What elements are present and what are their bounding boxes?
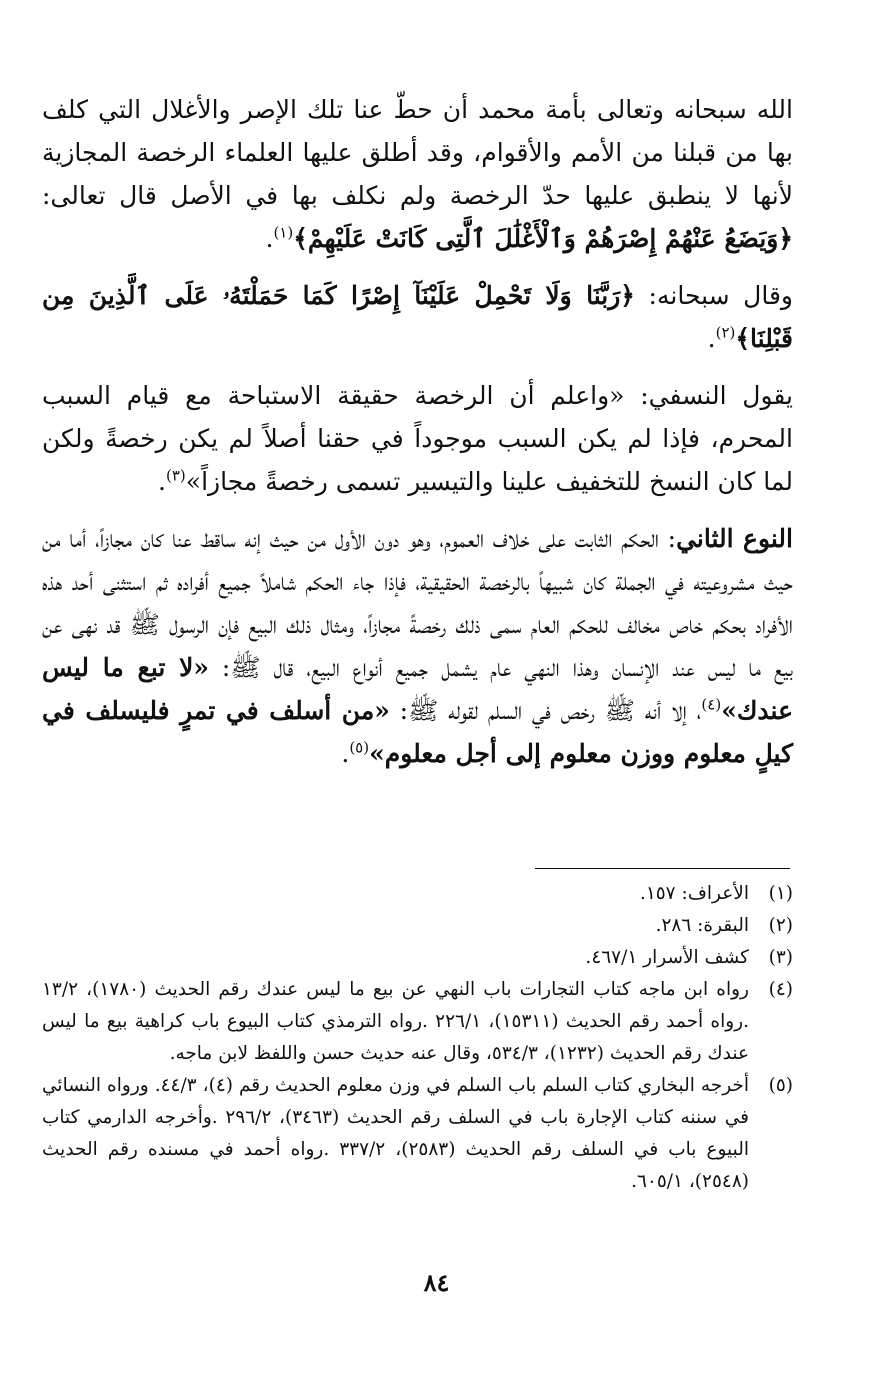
section-heading: النوع الثاني: [676, 524, 793, 553]
quran-verse-1: ﴿وَيَضَعُ عَنْهُمْ إِصْرَهُمْ وَٱلْأَغْلَٰلَ ٱلَّتِى كَانَتْ عَلَيْهِمْ﴾: [293, 224, 793, 253]
paragraph-2-intro: وقال سبحانه:: [648, 281, 793, 310]
footnotes: [42, 878, 793, 1198]
paragraph-3: [42, 374, 793, 503]
footnote-ref-5: (٥): [349, 738, 370, 757]
paragraph-3-end: .: [158, 467, 166, 496]
paragraph-2: [42, 274, 793, 360]
page-number: ٨٤: [423, 1268, 450, 1297]
footnote-ref-4: (٤): [701, 695, 722, 714]
footnote-text: الأعراف: ١٥٧.: [639, 883, 749, 904]
footnote-ref-1: (١): [273, 223, 294, 242]
paragraph-3-text: يقول النسفي: «واعلم أن الرخصة حقيقة الاستباحة مع قيام السبب المحرم، فإذا لم يكن السبب موجوداً في حقنا أصلاً لم يكن رخصةً ولكن لما كان النسخ للتخفيف علينا والتيسير تسمى رخصةً مجازاً»: [42, 381, 793, 496]
footnote-number: (٥): [768, 1075, 793, 1096]
footnote-text: رواه ابن ماجه كتاب التجارات باب النهي عن بيع ما ليس عندك رقم الحديث (١٧٨٠)، ١٣/٢ .رواه أحمد رقم الحديث (١٥٣١١)، ٢٢٦/١ .رواه الترمذي كتاب البيوع باب كراهية بيع ما ليس عندك رقم الحديث (١٢٣٢)، ٥٣٤/٣، وقال عنه حديث حسن واللفظ لابن ماجه.: [42, 979, 749, 1064]
footnote-number: (٤): [768, 979, 793, 1000]
footnote-item: [42, 942, 793, 974]
footnote-ref-2: (٢): [715, 323, 736, 342]
paragraph-1: [42, 88, 793, 260]
paragraph-4-end: .: [341, 739, 350, 768]
footnote-item: [42, 1070, 793, 1198]
paragraph-4-text: : الحكم الثابت على خلاف العموم، وهو دون الأول من حيث إنه ساقط عنا كان مجازاً، أما من حيث مشروعيته في الجملة كان شبيهاً بالرخصة الحقيقية، فإذا جاء الحكم شاملاً جميع أفراده ثم استثنى أحد هذه الأفراد بحكم خاص مخالف للحكم العام سمى ذلك رخصةً مجازاً، ومثال ذلك البيع فإن الرسول ﷺ قد نهى عن بيع ما ليس عند الإنسان وهذا النهي عام يشمل جميع أنواع البيع، قال ﷺ:: [42, 524, 794, 682]
main-text: [42, 88, 793, 775]
footnote-text: أخرجه البخاري كتاب السلم باب السلم في وزن معلوم الحديث رقم (٤)، ٤٤/٣. ورواه النسائي في سننه كتاب الإجارة باب في السلف رقم الحديث (٣٤٦٣)، ٢٩٦/٢ .وأخرجه الدارمي كتاب البيوع باب في السلف رقم الحديث (٢٥٨٣)، ٣٣٧/٢ .رواه أحمد في مسنده رقم الحديث (٢٥٤٨)، ٦٠٥/١.: [42, 1075, 749, 1192]
footnote-ref-3: (٣): [166, 466, 186, 485]
footnote-divider: [535, 868, 790, 869]
footnote-number: (٣): [768, 947, 793, 968]
footnote-number: (٢): [768, 915, 793, 936]
quran-verse-2: ﴿رَبَّنَا وَلَا تَحْمِلْ عَلَيْنَآ إِصْرًا كَمَا حَمَلْتَهُۥ عَلَى ٱلَّذِينَ مِن قَبْلِنَا﴾: [42, 281, 793, 353]
footnote-item: [42, 878, 793, 910]
footnote-text: كشف الأسرار ٤٦٧/١.: [585, 947, 749, 968]
footnote-text: البقرة: ٢٨٦.: [655, 915, 749, 936]
hadith-2: «من أسلف في تمرٍ فليسلف في كيلٍ معلوم ووزن معلوم إلى أجل معلوم»: [42, 696, 793, 768]
footnote-number: (١): [768, 883, 793, 904]
hadith-1: «لا تبع ما ليس عندك»: [42, 653, 794, 725]
footnote-item: [42, 910, 793, 942]
paragraph-4: [42, 517, 793, 775]
paragraph-1-end: .: [265, 224, 274, 253]
footnote-item: [42, 974, 793, 1070]
paragraph-1-text: الله سبحانه وتعالى بأمة محمد أن حطّ عنا تلك الإصر والأغلال التي كلف بها من قبلنا من الأمم والأقوام، وقد أطلق عليها العلماء الرخصة المجازية لأنها لا ينطبق عليها حدّ الرخصة ولم نكلف بها في الأصل قال تعالى:: [42, 95, 793, 210]
paragraph-4-mid: ، إلا أنه ﷺ رخص في السلم لقوله ﷺ:: [389, 696, 702, 725]
paragraph-2-end: .: [707, 324, 716, 353]
